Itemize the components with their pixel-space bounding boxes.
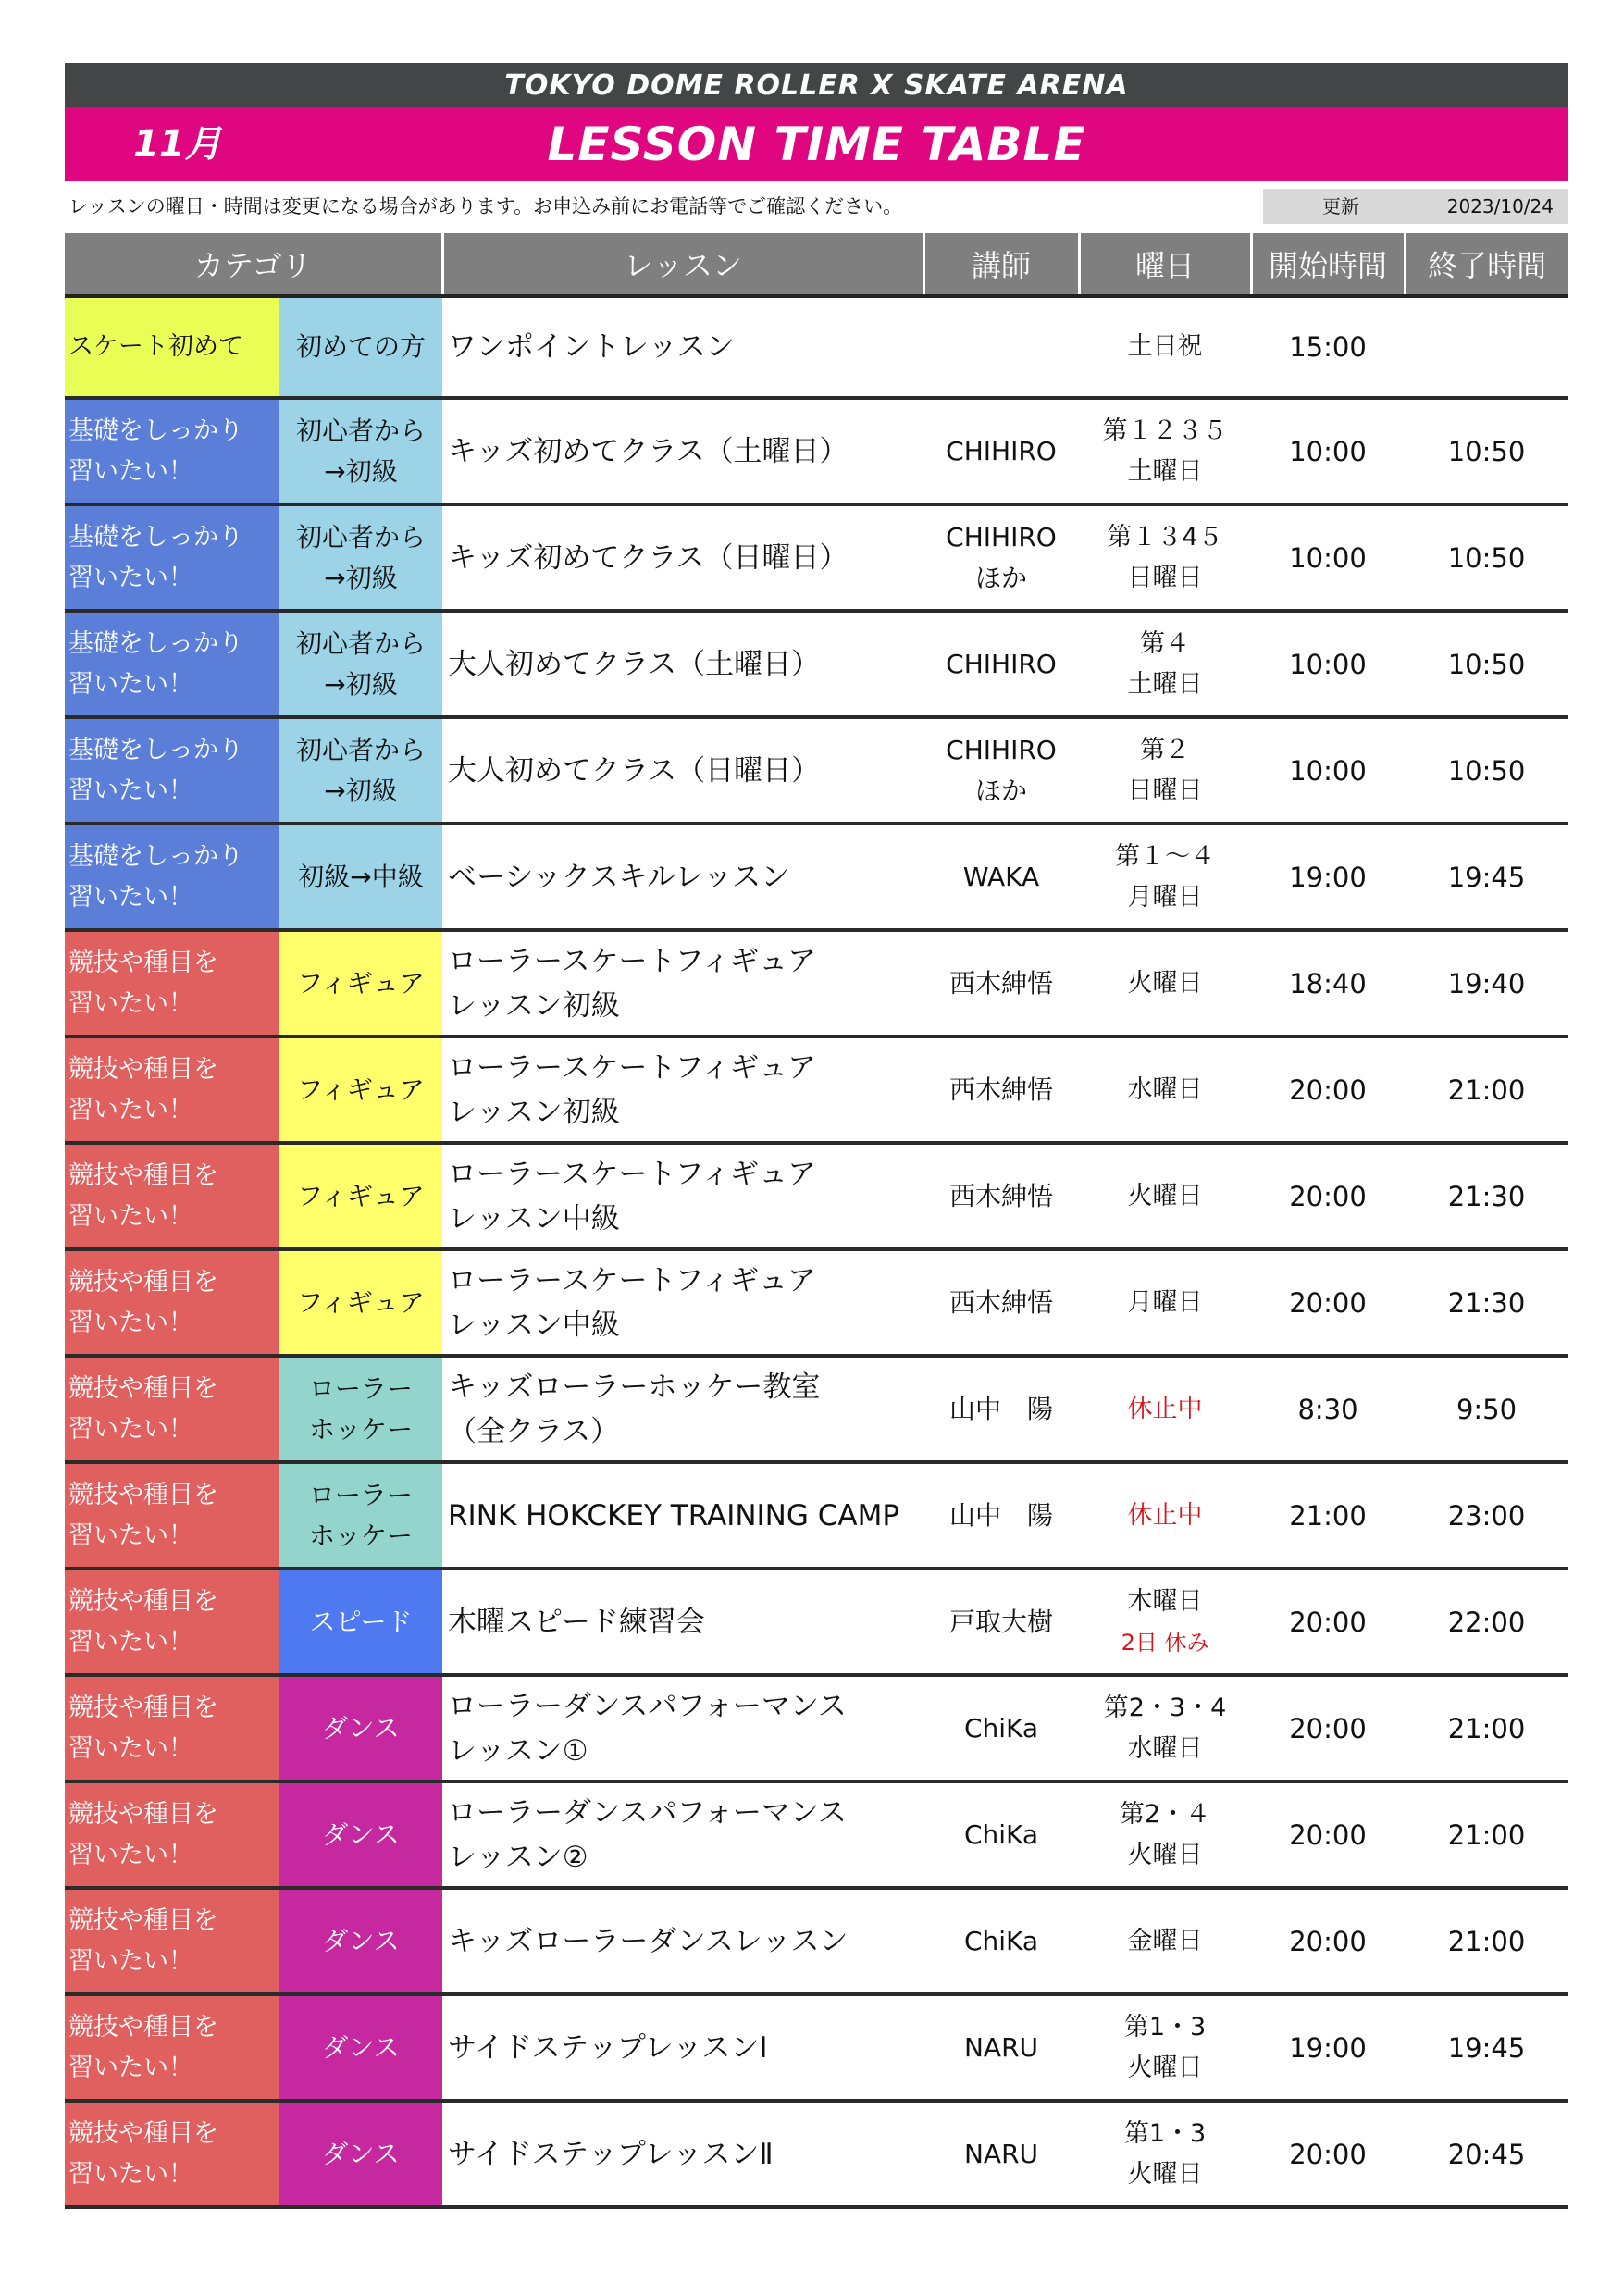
subcategory-line: フィギュア [297,1286,425,1318]
subcategory-line: ダンス [322,1818,400,1850]
lesson-cell [442,398,923,504]
subcategory-cell [279,930,442,1036]
table-row [65,1994,1568,2101]
start-time: 15:00 [1251,296,1405,398]
table-row [65,717,1568,824]
end-time: 21:00 [1405,1781,1568,1888]
day-cell [1079,1356,1251,1462]
instructor-cell [923,1143,1079,1249]
instructor-cell [923,930,1079,1036]
day-line: 第４ [1140,628,1191,658]
subcategory-cell [279,2101,442,2207]
category-line: スケート初めて [68,331,243,361]
table-row [65,2101,1568,2207]
end-time: 10:50 [1405,717,1568,824]
day-cell [1079,1994,1251,2101]
start-time: 18:40 [1251,930,1405,1036]
day-line: 月曜日 [1127,1287,1203,1317]
venue-name: TOKYO DOME ROLLER X SKATE ARENA [504,68,1129,102]
subcategory-line: ローラー [309,1372,414,1404]
lesson-name: サイドステップレッスンⅠ [448,2030,768,2065]
day-cell [1079,1462,1251,1569]
instructor-name: 西木紳悟 [949,967,1054,999]
start-time: 20:00 [1251,1569,1405,1675]
instructor-name: ChiKa [963,1818,1039,1850]
category-line: 習いたい！ [68,1095,193,1124]
lesson-name: キッズ初めてクラス（日曜日） [448,540,849,575]
category-line: 競技や種目を [68,1480,218,1509]
table-row [65,1356,1568,1462]
day-line: 水曜日 [1127,1733,1203,1763]
category-cell [65,717,279,824]
subcategory-line: スピード [309,1606,413,1637]
subcategory-cell [279,1143,442,1249]
day-line: 土日祝 [1127,332,1203,361]
day-line: 金曜日 [1127,1926,1203,1955]
instructor-name: CHIHIRO [946,521,1057,552]
day-status: 休止中 [1127,1394,1203,1423]
table-row [65,504,1568,611]
category-line: 習いたい！ [68,2159,193,2189]
subcategory-cell [279,1888,442,1994]
lesson-cell [442,1356,923,1462]
col-lesson: レッスン [442,233,923,296]
category-line: 習いたい！ [68,1520,193,1550]
instructor-name: ほか [975,775,1028,806]
instructor-cell [923,1036,1079,1143]
end-time: 19:45 [1405,824,1568,930]
day-line: 第１～４ [1115,841,1216,871]
end-time: 10:50 [1405,504,1568,611]
day-line: 日曜日 [1127,563,1203,592]
day-line: 第1・3 [1123,2012,1207,2042]
category-line: 競技や種目を [68,948,218,977]
category-line: 競技や種目を [68,1373,218,1403]
lesson-name: レッスン中級 [448,1201,620,1235]
day-line: 火曜日 [1127,2159,1203,2189]
day-line: 第１２３５ [1102,416,1228,445]
instructor-cell [923,1249,1079,1356]
subcategory-cell [279,1036,442,1143]
end-time: 9:50 [1405,1356,1568,1462]
day-cell [1079,1888,1251,1994]
subcategory-line: →初級 [324,775,398,806]
table-row [65,1675,1568,1781]
subcategory-line: 初級→中級 [298,861,424,892]
lesson-cell [442,504,923,611]
lesson-name: ローラーダンスパフォーマンス [448,1795,847,1830]
instructor-cell [923,296,1079,398]
lesson-cell [442,296,923,398]
start-time: 20:00 [1251,1781,1405,1888]
category-line: 競技や種目を [68,1586,218,1616]
instructor-cell [923,824,1079,930]
day-line: 火曜日 [1127,1840,1203,1869]
lesson-name: 木曜スピード練習会 [448,1605,705,1639]
start-time: 20:00 [1251,1249,1405,1356]
end-time: 21:30 [1405,1143,1568,1249]
title-banner [65,107,1568,181]
table-row [65,296,1568,398]
category-line: 基礎をしっかり [68,522,243,552]
lesson-cell [442,1143,923,1249]
subcategory-line: ダンス [322,2031,400,2063]
category-cell [65,1888,279,1994]
end-time: 10:50 [1405,611,1568,717]
lesson-cell [442,717,923,824]
subcategory-cell [279,398,442,504]
table-row [65,1462,1568,1569]
category-line: 基礎をしっかり [68,628,243,658]
subcategory-line: →初級 [324,562,398,593]
lesson-name: レッスン① [448,1733,588,1768]
subcategory-cell [279,1675,442,1781]
table-row [65,824,1568,930]
category-line: 基礎をしっかり [68,735,243,764]
subcategory-line: フィギュア [297,967,425,999]
day-line: 第２ [1140,735,1191,764]
lesson-cell [442,1675,923,1781]
day-cell [1079,398,1251,504]
subcategory-line: フィギュア [297,1074,425,1105]
start-time: 19:00 [1251,824,1405,930]
day-cell [1079,1143,1251,1249]
day-line: 日曜日 [1127,776,1203,805]
subcategory-line: 初心者から [296,415,427,446]
subcategory-cell [279,611,442,717]
subcategory-cell [279,1249,442,1356]
category-cell [65,824,279,930]
table-row [65,930,1568,1036]
day-line: 火曜日 [1127,1181,1203,1210]
instructor-name: 戸取大樹 [949,1606,1054,1637]
subcategory-cell [279,1356,442,1462]
lesson-name: 大人初めてクラス（土曜日） [448,647,821,681]
category-line: 習いたい！ [68,1414,193,1444]
instructor-cell [923,1994,1079,2101]
instructor-name: 西木紳悟 [949,1286,1054,1318]
month-label: 11月 [133,123,222,166]
day-cell [1079,1781,1251,1888]
instructor-cell [923,611,1079,717]
lesson-cell [442,1888,923,1994]
category-line: 習いたい！ [68,1201,193,1231]
category-cell [65,1036,279,1143]
instructor-cell [923,1569,1079,1675]
category-line: 習いたい！ [68,669,193,699]
category-cell [65,1675,279,1781]
subcategory-cell [279,1781,442,1888]
day-line: 火曜日 [1127,2053,1203,2082]
instructor-cell [923,1781,1079,1888]
end-time: 23:00 [1405,1462,1568,1569]
category-line: 競技や種目を [68,1799,218,1829]
lesson-name: ローラースケートフィギュア [448,1050,817,1085]
subcategory-line: ダンス [322,1925,400,1956]
day-cell [1079,1675,1251,1781]
category-line: 習いたい！ [68,1308,193,1337]
category-cell [65,1356,279,1462]
category-line: 習いたい！ [68,2053,193,2082]
instructor-name: 山中 陽 [949,1499,1054,1531]
category-line: 競技や種目を [68,2012,218,2042]
category-line: 習いたい！ [68,1627,193,1657]
instructor-name: ほか [975,562,1028,593]
end-time: 19:40 [1405,930,1568,1036]
category-line: 基礎をしっかり [68,416,243,445]
day-line: 第2・3・4 [1103,1693,1227,1722]
category-cell [65,296,279,398]
lesson-cell [442,1036,923,1143]
lesson-cell [442,930,923,1036]
instructor-cell [923,717,1079,824]
updated-date: 2023/10/24 [1446,195,1554,217]
subcategory-cell [279,504,442,611]
lesson-cell [442,1569,923,1675]
subcategory-line: 初心者から [296,627,427,659]
col-end: 終了時間 [1405,233,1568,296]
category-cell [65,2101,279,2207]
instructor-name: 西木紳悟 [949,1180,1054,1211]
instructor-cell [923,1356,1079,1462]
table-row [65,611,1568,717]
table-row [65,1569,1568,1675]
lesson-name: （全クラス） [448,1414,620,1448]
start-time: 10:00 [1251,717,1405,824]
start-time: 20:00 [1251,1143,1405,1249]
subcategory-line: ダンス [322,1712,400,1744]
subcategory-cell [279,717,442,824]
category-line: 競技や種目を [68,1905,218,1935]
lesson-name: ローラーダンスパフォーマンス [448,1689,847,1723]
day-line: 木曜日 [1127,1586,1203,1616]
start-time: 10:00 [1251,611,1405,717]
day-cell [1079,611,1251,717]
end-time: 21:30 [1405,1249,1568,1356]
lesson-cell [442,611,923,717]
day-cell [1079,930,1251,1036]
day-line: 第1・3 [1123,2118,1207,2148]
category-cell [65,1143,279,1249]
subcategory-line: 初めての方 [296,331,427,362]
day-line: 第2・４ [1119,1799,1211,1829]
category-line: 競技や種目を [68,2118,218,2148]
lesson-name: 大人初めてクラス（日曜日） [448,753,821,788]
lesson-table [65,233,1568,2209]
subcategory-line: 初心者から [296,734,427,765]
category-line: 基礎をしっかり [68,841,243,871]
category-line: 競技や種目を [68,1054,218,1084]
start-time: 20:00 [1251,2101,1405,2207]
subcategory-cell [279,296,442,398]
subcategory-line: →初級 [324,455,398,487]
venue-banner [65,63,1568,107]
lesson-cell [442,2101,923,2207]
lesson-name: ローラースケートフィギュア [448,944,817,978]
day-cell [1079,1569,1251,1675]
col-category: カテゴリ [65,233,442,296]
start-time: 8:30 [1251,1356,1405,1462]
instructor-cell [923,504,1079,611]
end-time: 22:00 [1405,1569,1568,1675]
category-cell [65,1781,279,1888]
subcategory-cell [279,1994,442,2101]
instructor-cell [923,2101,1079,2207]
end-time [1405,296,1568,398]
lesson-name: レッスン初級 [448,988,620,1023]
updated-box [1263,189,1568,224]
start-time: 10:00 [1251,398,1405,504]
day-cell [1079,504,1251,611]
day-cell [1079,1036,1251,1143]
table-row [65,1036,1568,1143]
category-line: 習いたい！ [68,563,193,592]
lesson-cell [442,1462,923,1569]
lesson-cell [442,824,923,930]
lesson-name: キッズローラーダンスレッスン [448,1924,849,1958]
timetable-page [65,63,1568,2209]
table-row [65,398,1568,504]
instructor-cell [923,1675,1079,1781]
end-time: 21:00 [1405,1036,1568,1143]
subcategory-cell [279,824,442,930]
day-line: 火曜日 [1127,968,1203,998]
subcategory-line: フィギュア [297,1180,425,1211]
start-time: 20:00 [1251,1888,1405,1994]
category-cell [65,504,279,611]
category-line: 習いたい！ [68,988,193,1018]
category-line: 習いたい！ [68,776,193,805]
instructor-name: 山中 陽 [949,1393,1054,1424]
instructor-name: WAKA [962,861,1040,892]
day-note: 2日 休み [1121,1629,1209,1656]
lesson-name: RINK HOKCKEY TRAINING CAMP [448,1498,900,1533]
category-cell [65,1569,279,1675]
col-day: 曜日 [1079,233,1251,296]
start-time: 10:00 [1251,504,1405,611]
instructor-name: NARU [963,2031,1039,2063]
subcategory-line: ローラー [309,1479,414,1510]
day-cell [1079,717,1251,824]
table-row [65,1888,1568,1994]
day-cell [1079,824,1251,930]
category-line: 習いたい！ [68,1946,193,1976]
category-cell [65,1249,279,1356]
category-cell [65,1994,279,2101]
end-time: 21:00 [1405,1675,1568,1781]
day-line: 土曜日 [1127,456,1203,486]
table-header [65,233,1568,296]
category-line: 習いたい！ [68,882,193,912]
instructor-name: ChiKa [963,1712,1039,1744]
lesson-name: レッスン中級 [448,1308,620,1342]
subcategory-line: ホッケー [309,1413,414,1445]
day-line: 水曜日 [1127,1074,1203,1104]
category-line: 競技や種目を [68,1160,218,1190]
day-status: 休止中 [1127,1500,1203,1530]
instructor-name: 西木紳悟 [949,1074,1054,1105]
lesson-name: ローラースケートフィギュア [448,1157,817,1191]
subcategory-line: ダンス [322,2138,400,2169]
end-time: 19:45 [1405,1994,1568,2101]
lesson-name: ワンポイントレッスン [448,330,735,364]
category-cell [65,930,279,1036]
lesson-name: レッスン初級 [448,1095,620,1129]
day-line: 土曜日 [1127,669,1203,699]
category-line: 習いたい！ [68,1840,193,1869]
subcategory-cell [279,1569,442,1675]
end-time: 21:00 [1405,1888,1568,1994]
start-time: 20:00 [1251,1675,1405,1781]
start-time: 20:00 [1251,1036,1405,1143]
instructor-name: NARU [963,2138,1039,2169]
instructor-cell [923,398,1079,504]
day-cell [1079,1249,1251,1356]
col-instructor: 講師 [923,233,1079,296]
subcategory-line: →初級 [324,668,398,700]
instructor-cell [923,1888,1079,1994]
instructor-name: CHIHIRO [946,734,1057,765]
lesson-name: ベーシックスキルレッスン [448,860,790,894]
subcategory-cell [279,1462,442,1569]
updated-label: 更新 [1322,195,1359,217]
lesson-cell [442,1781,923,1888]
category-cell [65,611,279,717]
category-cell [65,1462,279,1569]
lesson-name: キッズローラーホッケー教室 [448,1370,821,1404]
schedule-notice: レッスンの曜日・時間は変更になる場合があります。お申込み前にお電話等でご確認ください。 [68,195,903,217]
lesson-name: ローラースケートフィギュア [448,1263,817,1297]
day-line: 第１３4５ [1107,522,1223,552]
lesson-name: キッズ初めてクラス（土曜日） [448,434,849,468]
end-time: 20:45 [1405,2101,1568,2207]
notice-row [65,187,1568,226]
day-line: 月曜日 [1127,882,1203,912]
start-time: 21:00 [1251,1462,1405,1569]
category-line: 競技や種目を [68,1267,218,1297]
instructor-name: CHIHIRO [946,648,1057,679]
instructor-name: ChiKa [963,1925,1039,1956]
table-body [65,296,1568,2207]
end-time: 10:50 [1405,398,1568,504]
lesson-name: レッスン② [448,1840,588,1874]
category-cell [65,398,279,504]
category-line: 競技や種目を [68,1693,218,1722]
category-line: 習いたい！ [68,1733,193,1763]
lesson-cell [442,1994,923,2101]
instructor-cell [923,1462,1079,1569]
subcategory-line: ホッケー [309,1520,414,1551]
table-row [65,1249,1568,1356]
table-row [65,1143,1568,1249]
start-time: 19:00 [1251,1994,1405,2101]
page-title: LESSON TIME TABLE [547,118,1086,171]
lesson-cell [442,1249,923,1356]
col-start: 開始時間 [1251,233,1405,296]
day-cell [1079,296,1251,398]
table-row [65,1781,1568,1888]
category-line: 習いたい！ [68,456,193,486]
subcategory-line: 初心者から [296,521,427,552]
day-cell [1079,2101,1251,2207]
lesson-name: サイドステップレッスンⅡ [448,2137,774,2171]
instructor-name: CHIHIRO [946,435,1057,466]
